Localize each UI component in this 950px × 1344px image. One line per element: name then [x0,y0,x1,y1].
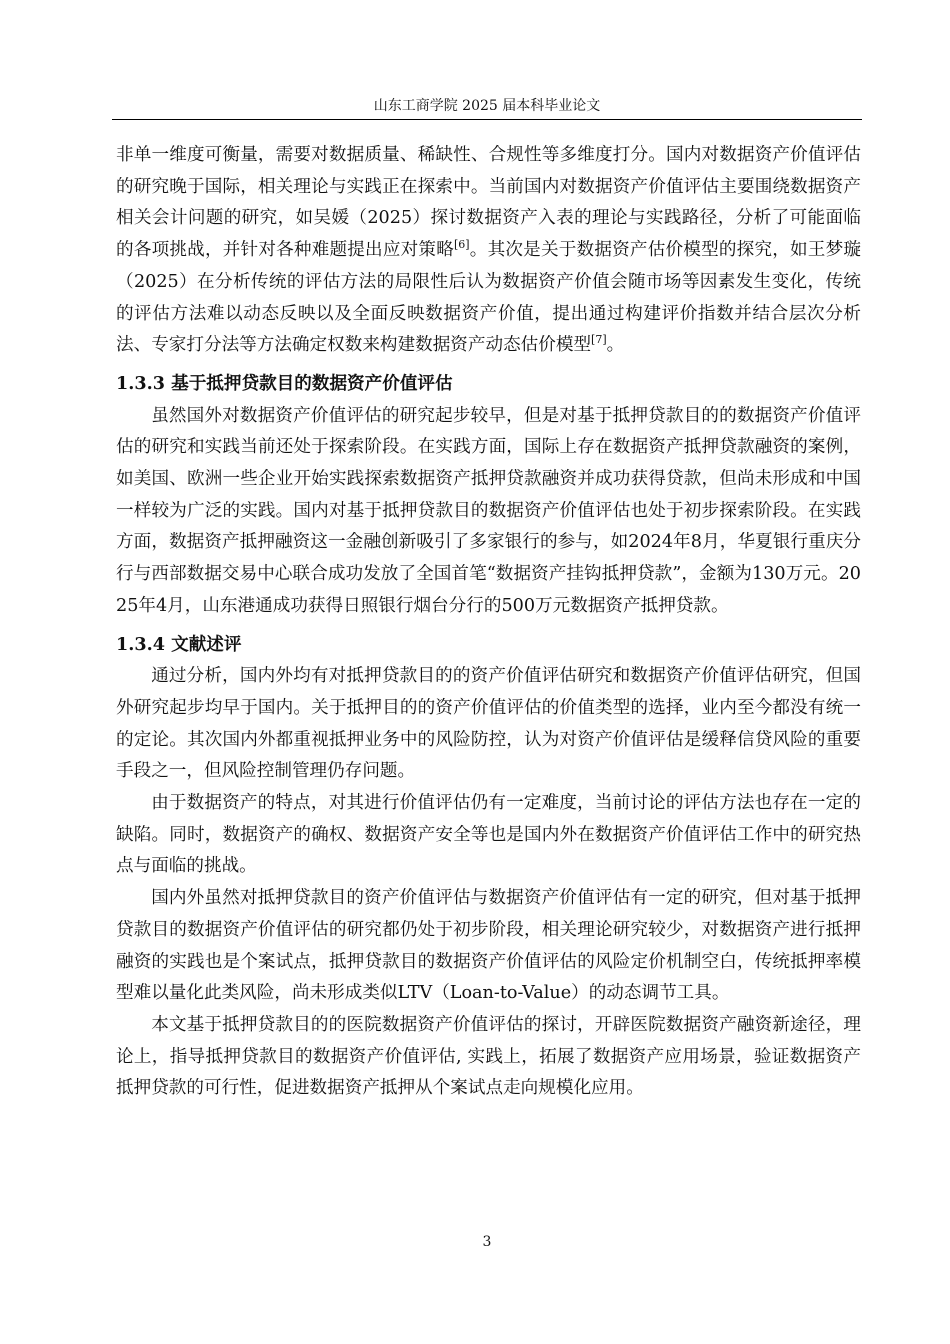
paragraph: 虽然国外对数据资产价值评估的研究起步较早，但是对基于抵押贷款目的的数据资产价值评估的研究和实践当前还处于探索阶段。在实践方面，国际上存在数据资产抵押贷款融资的案例，如美国、欧洲一些企业开始实践探索数据资产抵押贷款融资并成功获得贷款，但尚未形成和中国一样较为广泛的实践。国内对基于抵押贷款目的数据资产价值评估也处于初步探索阶段。在实践方面，数据资产抵押融资这一金融创新吸引了多家银行的参与，如2024年8月，华夏银行重庆分行与西部数据交易中心联合成功发放了全国首笔“数据资产挂钩抵押贷款”，金额为130万元。2025年4月，山东港通成功获得日照银行烟台分行的500万元数据资产抵押贷款。 [116,405,861,616]
paragraph: 本文基于抵押贷款目的的医院数据资产价值评估的探讨，开辟医院数据资产融资新途径，理论上，指导抵押贷款目的数据资产价值评估, 实践上，拓展了数据资产应用场景，验证数据资产抵押贷款的可行性，促进数据资产抵押从个案试点走向规模化应用。 [116,1014,861,1099]
paragraph: 国内外虽然对抵押贷款目的资产价值评估与数据资产价值评估有一定的研究，但对基于抵押贷款目的数据资产价值评估的研究都仍处于初步阶段，相关理论研究较少，对数据资产进行抵押融资的实践也是个案试点，抵押贷款目的数据资产价值评估的风险定价机制空白，传统抵押率模型难以量化此类风险，尚未形成类似LTV（Loan-to-Value）的动态调节工具。 [116,888,861,1004]
page-number: 3 [482,1234,492,1250]
running-header: 山东工商学院 2025 届本科毕业论文 [373,98,601,114]
citation-7: [7] [591,333,607,347]
page-body [116,140,861,1105]
header-rule [112,119,862,120]
paragraph: 通过分析，国内外均有对抵押贷款目的的资产价值评估研究和数据资产价值评估研究，但国外研究起步均早于国内。关于抵押目的的资产价值评估的价值类型的选择，业内至今都没有统一的定论。其次国内外都重视抵押业务中的风险防控，认为对资产价值评估是缓释信贷风险的重要手段之一，但风险控制管理仍存问题。 [116,666,861,782]
paragraph: 由于数据资产的特点，对其进行价值评估仍有一定难度，当前讨论的评估方法也存在一定的缺陷。同时，数据资产的确权、数据资产安全等也是国内外在数据资产价值评估工作中的研究热点与面临的挑战。 [116,793,861,877]
paragraph-text: 非单一维度可衡量，需要对数据质量、稀缺性、合规性等多维度打分。国内对数据资产价值评估的研究晚于国际，相关理论与实践正在探索中。当前国内对数据资产价值评估主要围绕数据资产相关会计问题的研究，如吴媛（2025）探讨数据资产入表的理论与实践路径，分析了可能面临的各项挑战，并针对各种难题提出应对策略 [116,145,861,261]
section-heading-1-3-3: 1.3.3 基于抵押贷款目的数据资产价值评估 [116,372,453,394]
paragraph-text: 。 [606,335,625,356]
paragraph-intro [116,140,861,362]
section-heading-1-3-4: 1.3.4 文献述评 [116,633,242,655]
paragraph-text: 。其次是关于数据资产估价模型的探究，如王梦璇（2025）在分析传统的评估方法的局限性后认为数据资产价值会随市场等因素发生变化，传统的评估方法难以动态反映以及全面反映数据资产价值，提出通过构建评价指数并结合层次分析法、专家打分法等方法确定权数来构建数据资产动态估价模型 [116,240,861,356]
citation-6: [6] [454,238,470,252]
